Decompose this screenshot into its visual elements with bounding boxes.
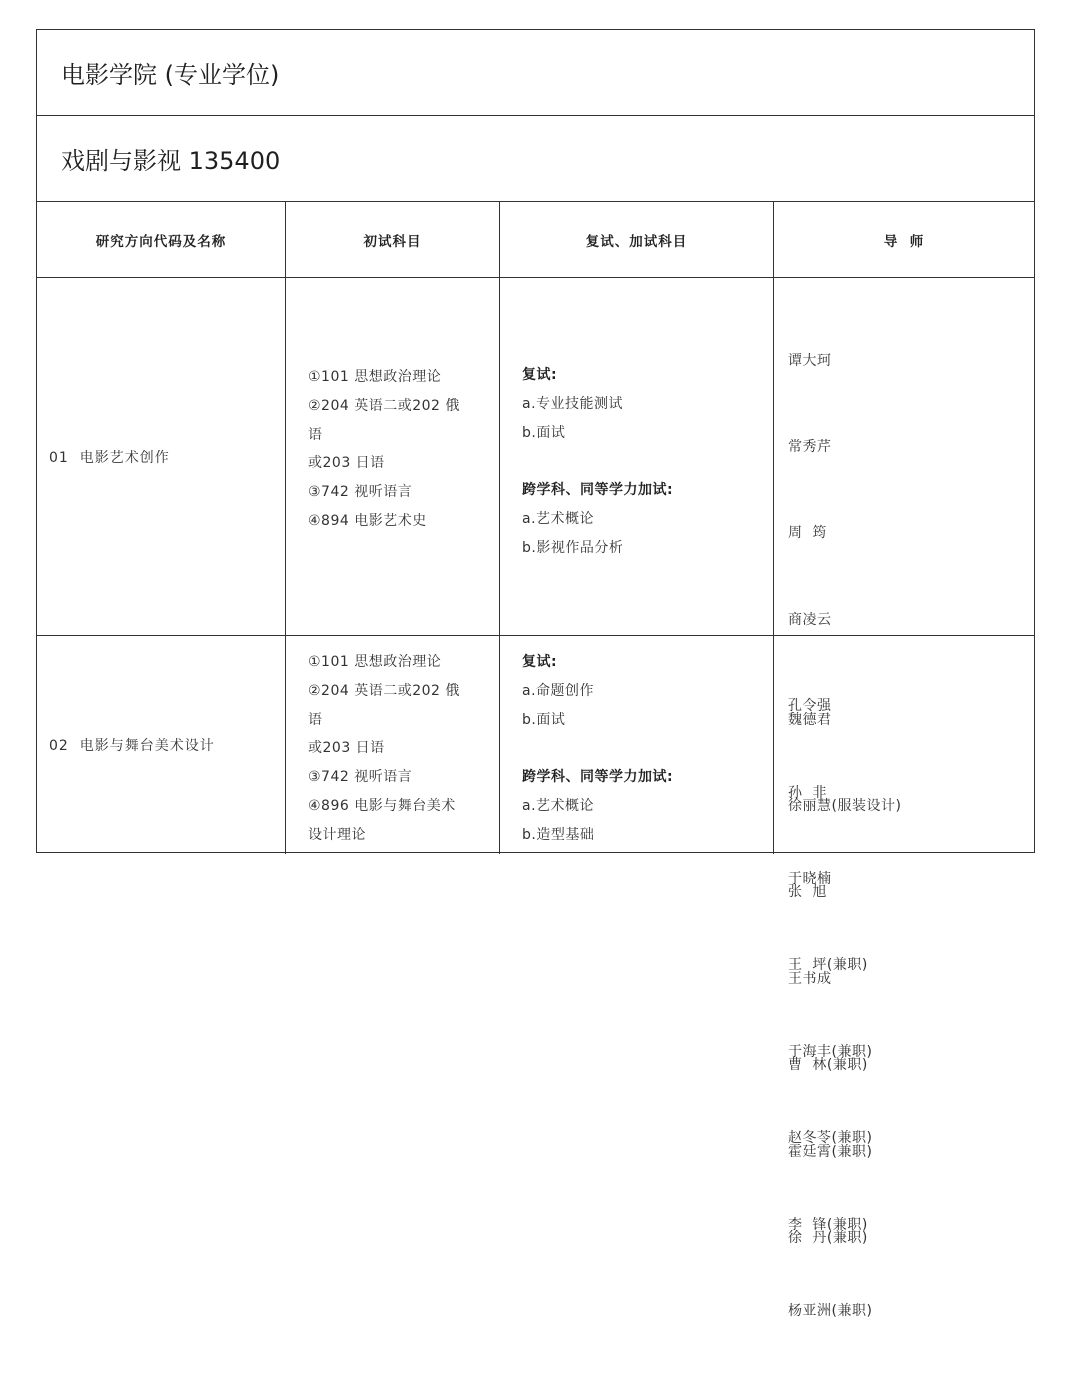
- addtest-item: a.艺术概论: [522, 797, 595, 814]
- exam-line: ④894 电影艺术史: [308, 512, 427, 529]
- program-title-row: [37, 116, 1034, 202]
- retest-heading: 复试:: [522, 367, 558, 383]
- advisor-name: 魏德君: [788, 711, 832, 728]
- header-direction: 研究方向代码及名称: [37, 202, 286, 278]
- addtest-heading: 跨学科、同等学力加试:: [522, 769, 674, 786]
- advisor-name: 霍廷霄(兼职): [788, 1143, 873, 1160]
- row-2-initial-exam-list: [308, 648, 460, 850]
- row-1-direction: 01 电影艺术创作: [37, 278, 286, 636]
- exam-line: ③742 视听语言: [308, 769, 413, 786]
- exam-line: 语: [308, 426, 323, 443]
- college-title-row: [37, 30, 1034, 116]
- exam-line: 或203 日语: [308, 740, 385, 757]
- advisor-name: 曹 林(兼职): [788, 1057, 868, 1074]
- header-initial-exam: 初试科目: [286, 202, 500, 278]
- row-1-initial-exam-cell: [286, 278, 500, 636]
- advisor-name: 徐丽慧(服装设计): [788, 797, 902, 814]
- row-1-initial-exam-list: [308, 363, 460, 536]
- header-advisor: 导 师: [774, 202, 1034, 278]
- advisor-name: 常秀芹: [788, 438, 832, 455]
- exam-line: ①101 思想政治理论: [308, 654, 442, 670]
- addtest-item: b.造型基础: [522, 826, 595, 843]
- row-2-retest-list: [522, 648, 673, 850]
- addtest-item: a.艺术概论: [522, 510, 595, 527]
- advisor-name: 徐 丹(兼职): [788, 1229, 868, 1246]
- advisor-name: 张 旭: [788, 884, 827, 901]
- retest-item: b.面试: [522, 711, 566, 728]
- exam-line: ②204 英语二或202 俄: [308, 397, 460, 414]
- advisor-name: 王书成: [788, 970, 832, 987]
- exam-line: ④896 电影与舞台美术: [308, 797, 456, 814]
- advisor-name: 孙 非: [788, 784, 827, 801]
- retest-heading: 复试:: [522, 654, 558, 670]
- row-2-retest-cell: [500, 636, 774, 854]
- college-title: 电影学院 (专业学位): [61, 61, 280, 89]
- retest-item: a.专业技能测试: [522, 395, 624, 412]
- exam-line: ①101 思想政治理论: [308, 369, 442, 385]
- spacer: [522, 734, 673, 763]
- addtest-item: b.影视作品分析: [522, 539, 624, 556]
- admission-table-document: [36, 29, 1035, 1319]
- retest-item: b.面试: [522, 424, 566, 441]
- advisor-name: 于海丰(兼职): [788, 1043, 873, 1060]
- row-2-direction: 02 电影与舞台美术设计: [37, 636, 286, 854]
- row-1-retest-cell: [500, 278, 774, 636]
- advisor-name: 周 筠: [788, 525, 827, 542]
- advisor-name: 赵冬苓(兼职): [788, 1130, 873, 1147]
- row-2-initial-exam-cell: [286, 636, 500, 854]
- exam-line: 或203 日语: [308, 455, 385, 472]
- addtest-heading: 跨学科、同等学力加试:: [522, 482, 674, 499]
- advisor-name: 李 锋(兼职): [788, 1216, 868, 1233]
- program-title: 戏剧与影视 135400: [61, 147, 281, 175]
- exam-line: 语: [308, 711, 323, 728]
- header-retest: 复试、加试科目: [500, 202, 774, 278]
- advisor-name: 于晓楠: [788, 870, 832, 887]
- exam-line: 设计理论: [308, 826, 366, 843]
- spacer: [522, 447, 673, 476]
- advisor-name: 杨亚洲(兼职): [788, 1302, 873, 1319]
- advisor-name: 谭大珂: [788, 352, 832, 369]
- advisor-name: 王 坪(兼职): [788, 957, 868, 974]
- advisor-name: 商凌云: [788, 611, 832, 628]
- exam-line: ②204 英语二或202 俄: [308, 682, 460, 699]
- advisor-name: 孔令强: [788, 698, 832, 715]
- row-1-retest-list: [522, 361, 673, 563]
- retest-item: a.命题创作: [522, 682, 595, 699]
- exam-line: ③742 视听语言: [308, 484, 413, 501]
- row-2-advisor-list: [788, 648, 901, 1310]
